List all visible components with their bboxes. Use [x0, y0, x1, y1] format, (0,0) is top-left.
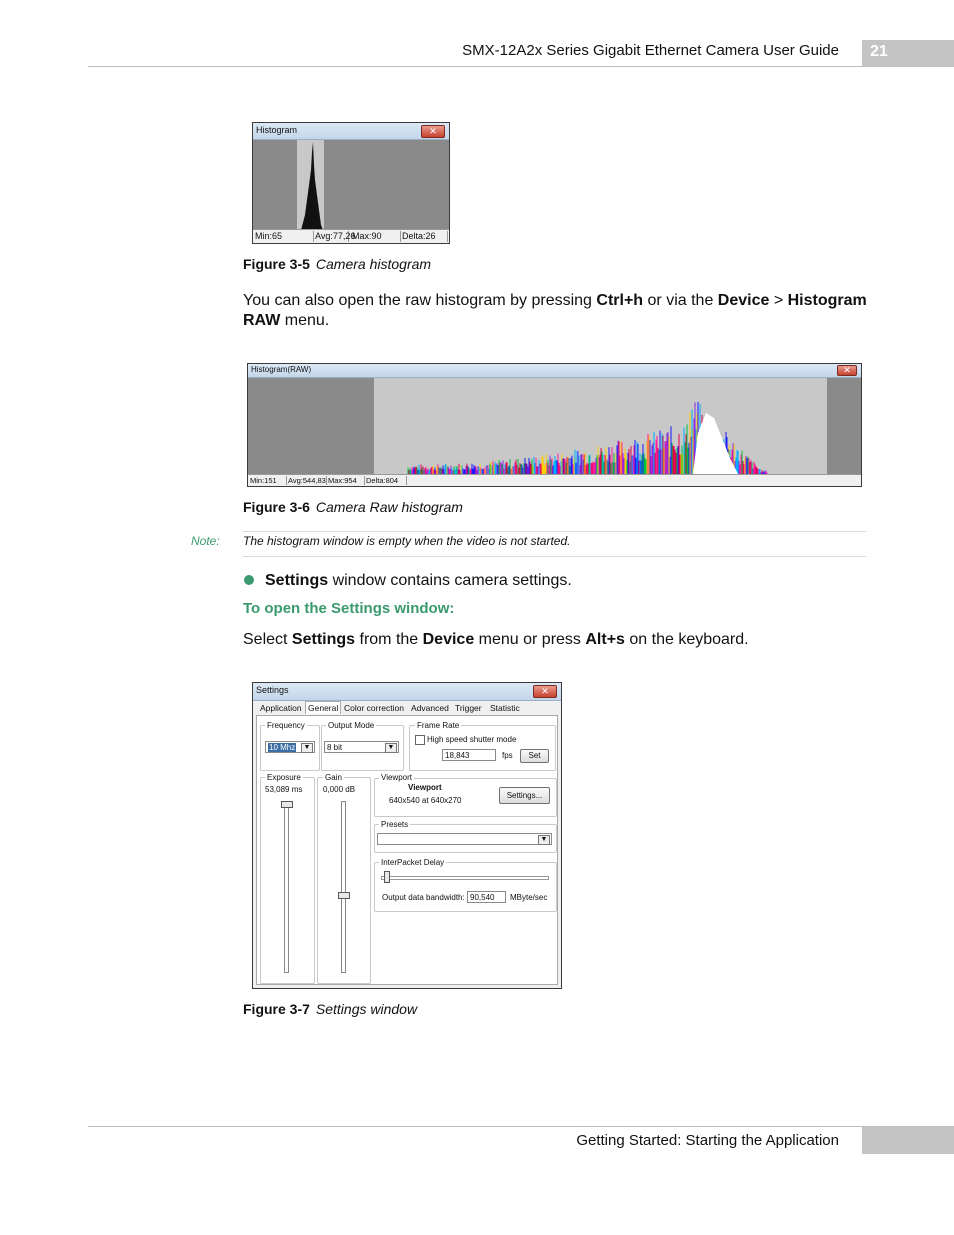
histogram-titlebar[interactable]: [253, 123, 449, 140]
histogram-window-title: Histogram: [256, 125, 298, 135]
figure-3-5-number: Figure 3-5: [243, 256, 310, 272]
figure-3-6-text: Camera Raw histogram: [315, 499, 463, 515]
figure-3-7-text: Settings window: [315, 1001, 418, 1017]
settings-window-title: Settings: [256, 685, 289, 695]
raw-histogram-paragraph: [243, 291, 873, 331]
bandwidth-unit: MByte/sec: [510, 893, 548, 902]
output-mode-value: 8 bit: [327, 743, 343, 752]
page-number-box: [862, 40, 954, 66]
bullet-text: window contains camera settings.: [328, 572, 572, 589]
frame-rate-group: [409, 725, 556, 771]
footer-section-title: Getting Started: Starting the Application: [576, 1132, 839, 1149]
chevron-down-icon: ▼: [385, 743, 397, 753]
hist-delta: Delta:26: [400, 231, 448, 242]
presets-label: Presets: [381, 820, 409, 829]
settings-close-button[interactable]: ✕: [533, 685, 557, 698]
exposure-value: 53,089 ms: [265, 785, 303, 794]
bullet-settings-bold: Settings: [265, 572, 329, 589]
hist-avg: Avg:77,26: [315, 231, 356, 241]
footer-rule: [88, 1126, 954, 1127]
tab-application[interactable]: Application: [260, 703, 302, 713]
note-rule-bottom: [243, 556, 866, 557]
tab-statistic[interactable]: Statistic: [490, 703, 520, 713]
note-label: Note:: [191, 534, 220, 548]
histogram-plot: [253, 140, 449, 230]
para2-text-4: on the keyboard.: [624, 631, 749, 648]
raw-hist-delta: Delta:804: [364, 476, 407, 485]
chevron-down-icon: ▼: [538, 835, 550, 845]
frame-rate-field[interactable]: 18,843: [442, 749, 496, 761]
gain-label: Gain: [325, 773, 342, 782]
bullet-dot: [244, 575, 254, 585]
procedure-heading: To open the Settings window:: [243, 600, 455, 617]
para1-device: Device: [717, 292, 770, 309]
output-mode-label: Output Mode: [328, 721, 375, 730]
settings-titlebar[interactable]: [253, 683, 561, 701]
raw-hist-max: Max:954: [326, 476, 365, 485]
figure-3-7-number: Figure 3-7: [243, 1001, 310, 1017]
frequency-value: 10 Mhz: [269, 743, 296, 752]
figure-3-5-caption: [243, 256, 431, 272]
raw-histogram-titlebar[interactable]: [248, 364, 861, 378]
note-text: The histogram window is empty when the video is not started.: [243, 534, 571, 548]
frequency-label: Frequency: [267, 721, 305, 730]
settings-bullet: [265, 571, 895, 591]
chevron-down-icon: ▼: [301, 743, 313, 753]
note-rule-top: [243, 531, 866, 532]
histogram-close-button[interactable]: ✕: [421, 125, 445, 138]
viewport-title: Viewport: [408, 783, 442, 792]
tab-advanced[interactable]: Advanced: [411, 703, 449, 713]
para1-text-3: >: [769, 292, 788, 309]
para2-settings: Settings: [291, 631, 356, 648]
gain-value: 0,000 dB: [323, 785, 356, 794]
raw-histogram-close-button[interactable]: ✕: [837, 365, 857, 376]
tab-trigger[interactable]: Trigger: [455, 703, 482, 713]
exposure-label: Exposure: [267, 773, 301, 782]
footer-gray-box: [862, 1127, 954, 1154]
histogram-status-bar: [253, 229, 449, 243]
set-button[interactable]: Set: [520, 749, 549, 763]
figure-3-5-text: Camera histogram: [315, 256, 432, 272]
para1-histogram-raw: Histogram RAW: [243, 292, 867, 329]
raw-histogram-status-bar: [248, 474, 861, 486]
presets-select[interactable]: [377, 833, 552, 845]
page-number: 21: [870, 43, 888, 60]
high-speed-checkbox[interactable]: [415, 735, 425, 745]
viewport-label: Viewport: [381, 773, 412, 782]
raw-histogram-plot: [248, 378, 861, 474]
raw-histogram-window: [247, 363, 862, 487]
para1-text-4: menu.: [280, 312, 330, 329]
raw-histogram-window-title: Histogram(RAW): [251, 365, 312, 374]
para1-text-1: You can also open the raw histogram by pressing: [243, 292, 597, 309]
tab-general[interactable]: General: [305, 701, 341, 714]
raw-hist-avg: Avg:544,83: [288, 476, 326, 485]
exposure-slider-thumb[interactable]: [281, 801, 293, 808]
interpacket-slider-track[interactable]: [381, 876, 549, 880]
interpacket-slider-thumb[interactable]: [384, 871, 390, 883]
bandwidth-field[interactable]: 90,540: [467, 891, 506, 903]
figure-3-6-number: Figure 3-6: [243, 499, 310, 515]
figure-3-6-caption: [243, 499, 463, 515]
header-rule: [88, 66, 954, 67]
para1-ctrl-h: Ctrl+h: [596, 292, 644, 309]
viewport-settings-button[interactable]: Settings...: [499, 787, 550, 804]
interpacket-label: InterPacket Delay: [381, 858, 445, 867]
hist-max: Max:90: [350, 231, 401, 242]
figure-3-7-caption: [243, 1001, 417, 1017]
running-header-title: SMX-12A2x Series Gigabit Ethernet Camera User Guide: [462, 42, 839, 59]
fps-unit: fps: [502, 751, 513, 760]
tab-color-correction[interactable]: Color correction: [344, 703, 404, 713]
interpacket-group: [374, 862, 557, 912]
high-speed-label: High speed shutter mode: [427, 735, 517, 744]
histogram-window: [252, 122, 450, 244]
para2-text-1: Select: [243, 631, 292, 648]
para2-alt-s: Alt+s: [585, 631, 625, 648]
para2-text-3: menu or press: [474, 631, 586, 648]
output-mode-select[interactable]: [324, 741, 399, 753]
viewport-size: 640x540 at 640x270: [389, 796, 462, 805]
frequency-select[interactable]: [265, 741, 315, 753]
gain-slider-thumb[interactable]: [338, 892, 350, 899]
select-settings-paragraph: [243, 630, 873, 650]
para1-text-2: or via the: [643, 292, 718, 309]
exposure-slider-track[interactable]: [284, 801, 289, 973]
raw-hist-min: Min:151: [248, 476, 287, 485]
frame-rate-label: Frame Rate: [417, 721, 460, 730]
hist-min: Min:65: [253, 231, 314, 242]
para2-device: Device: [422, 631, 475, 648]
para2-text-2: from the: [355, 631, 423, 648]
settings-window: [252, 682, 562, 989]
bandwidth-label: Output data bandwidth:: [382, 893, 465, 902]
gain-slider-track[interactable]: [341, 801, 346, 973]
